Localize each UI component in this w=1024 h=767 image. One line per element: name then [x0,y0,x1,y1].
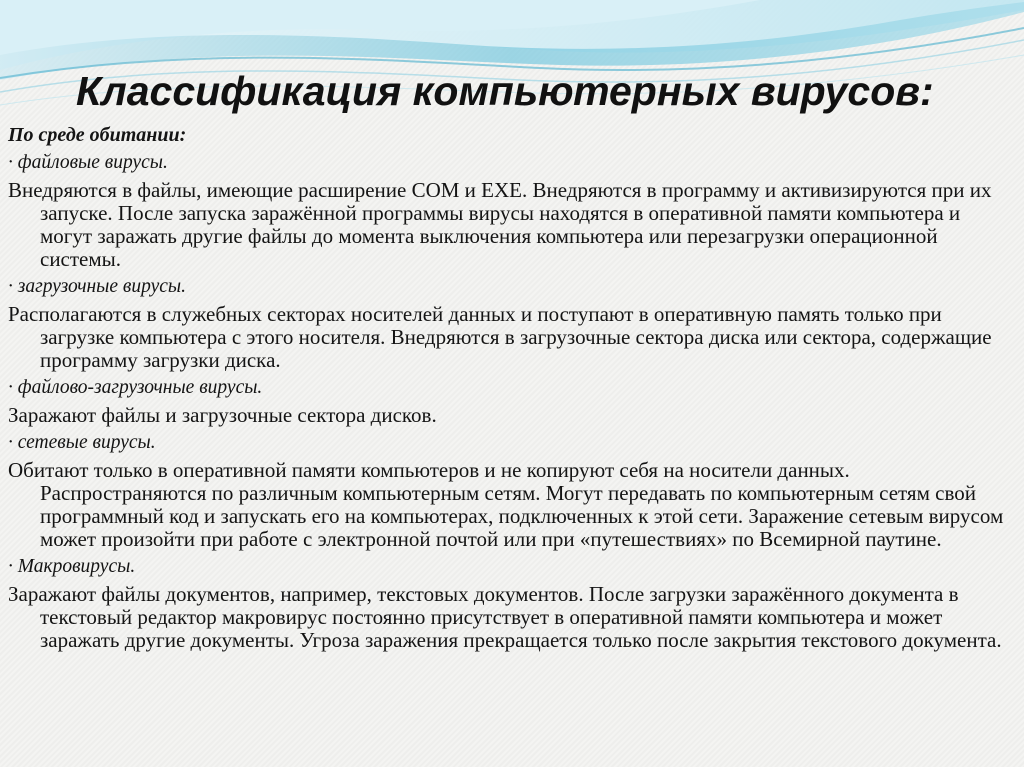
bullet-file-viruses: · файловые вирусы. [8,152,168,173]
bullet-network-viruses: · сетевые вирусы. [8,432,156,453]
paragraph-macro-viruses: Заражают файлы документов, например, текстовых документов. После загрузки заражённого документа в текстовый редактор макровирус постоянно присутствует в оперативной памяти компьютера и может заражать другие документы. Угроза заражения прекращается только после закрытия текстового документа. [8,582,1002,652]
slide-body [8,124,1016,657]
paragraph-file-boot-viruses: Заражают файлы и загрузочные сектора дисков. [8,403,437,427]
paragraph-network-viruses: Обитают только в оперативной памяти компьютеров и не копируют себя на носители данных. Распространяются по различным компьютерным сетям. Могут передавать по компьютерным сетям свой программный код и запускать его на компьютерах, подключенных к этой сети. Заражение сетевым вирусом может произойти при работе с электронной почтой или при «путешествиях» по Всемирной паутине. [8,458,1004,551]
bullet-macro-viruses: · Макровирусы. [8,556,136,577]
paragraph-boot-viruses: Располагаются в служебных секторах носителей данных и поступают в оперативную память только при загрузке компьютера с этого носителя. Внедряются в загрузочные сектора диска или сектора, содержащие программу загрузки диска. [8,302,992,372]
bullet-boot-viruses: · загрузочные вирусы. [8,276,187,297]
bullet-file-boot-viruses: · файлово-загрузочные вирусы. [8,377,263,398]
slide-title: Классификация компьютерных вирусов: [76,68,934,114]
paragraph-file-viruses: Внедряются в файлы, имеющие расширение COM и EXE. Внедряются в программу и активизируются при их запуске. После запуска заражённой программы вирусы находятся в оперативной памяти компьютера и могут заражать другие файлы до момента выключения компьютера или перезагрузки операционной системы. [8,178,992,271]
section-heading: По среде обитании: [8,124,187,146]
